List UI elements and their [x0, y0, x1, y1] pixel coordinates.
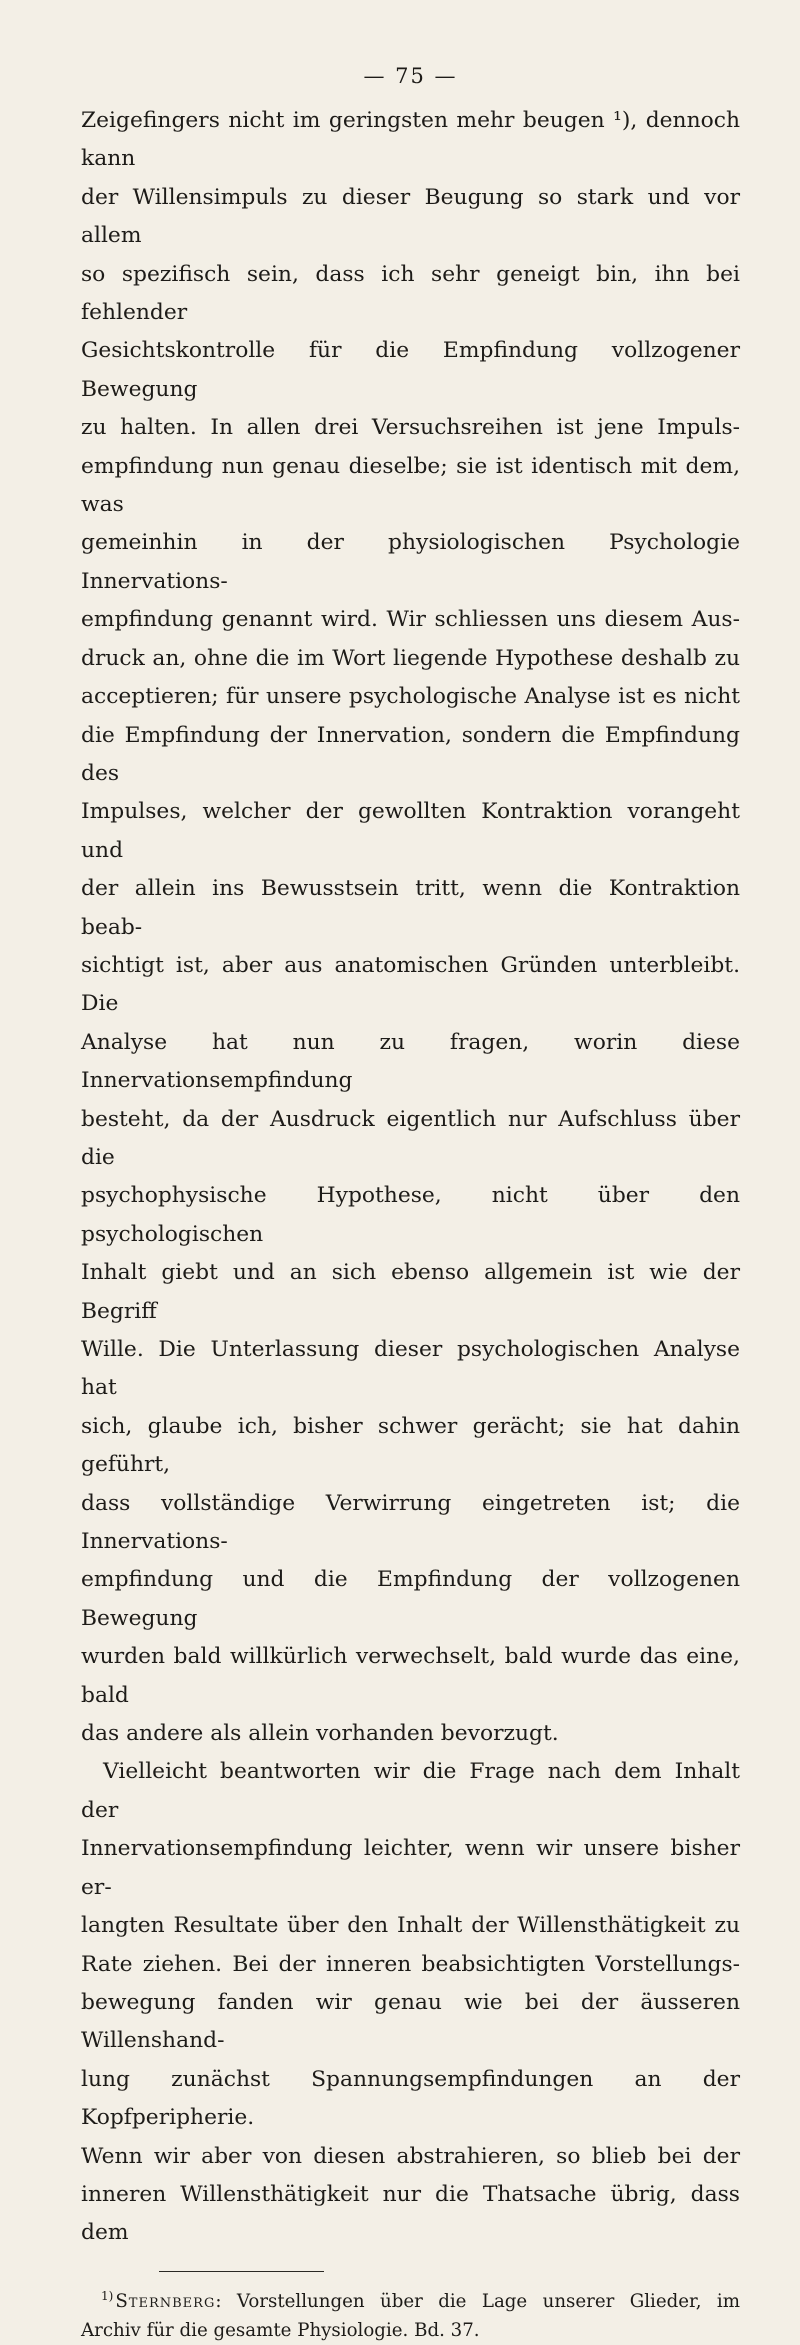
text-line: langten Resultate über den Inhalt der Willensthätigkeit zu [81, 1913, 740, 1939]
footnote [81, 2282, 740, 2345]
text-line: Gesichtskontrolle für die Empfindung vollzogener Bewegung [81, 338, 740, 402]
footnote-text: : Vorstellungen über die Lage unserer Glieder, im [215, 2290, 740, 2312]
text-line: Innervationsempfindung leichter, wenn wir unsere bisher er- [81, 1836, 740, 1900]
main-text [81, 102, 740, 2253]
text-line: empfindung genannt wird. Wir schliessen uns diesem Aus- [81, 607, 740, 633]
text-line: Zeigefingers nicht im geringsten mehr beugen ¹), dennoch kann [81, 108, 740, 172]
text-line: Wille. Die Unterlassung dieser psychologischen Analyse hat [81, 1337, 740, 1401]
text-line: bewegung fanden wir genau wie bei der äusseren Willenshand- [81, 1989, 740, 2054]
text-line: der Willensimpuls zu dieser Beugung so stark und vor allem [81, 184, 740, 249]
text-line: Wenn wir aber von diesen abstrahieren, so blieb bei der [81, 2143, 740, 2169]
footnote-line-1 [81, 2282, 740, 2316]
text-line: der allein ins Bewusstsein tritt, wenn die Kontraktion beab- [81, 876, 740, 940]
text-line: psychophysische Hypothese, nicht über den psychologischen [81, 1183, 740, 1247]
page-number: — 75 — [363, 64, 458, 88]
text-line: Vielleicht beantworten wir die Frage nach dem Inhalt der [81, 1759, 740, 1823]
text-line: zu halten. In allen drei Versuchsreihen ist jene Impuls- [81, 415, 740, 441]
text-line: empfindung und die Empfindung der vollzogenen Bewegung [81, 1567, 740, 1631]
text-line: dass vollständige Verwirrung eingetreten ist; die Innervations- [81, 1490, 740, 1555]
text-line: wurden bald willkürlich verwechselt, bald wurde das eine, bald [81, 1644, 740, 1708]
footnote-divider [159, 2271, 324, 2272]
text-line: inneren Willensthätigkeit nur die Thatsache übrig, dass dem [81, 2181, 740, 2246]
text-line: empfindung nun genau dieselbe; sie ist identisch mit dem, was [81, 453, 740, 518]
text-line: lung zunächst Spannungsempfindungen an der Kopfperipherie. [81, 2066, 740, 2131]
text-line: sich, glaube ich, bisher schwer gerächt; sie hat dahin geführt, [81, 1413, 740, 1478]
footnote-marker: 1) [101, 2288, 114, 2303]
text-line: die Empfindung der Innervation, sondern die Empfindung des [81, 722, 740, 786]
footnote-author: Sternberg [115, 2290, 216, 2312]
text-line: druck an, ohne die im Wort liegende Hypothese deshalb zu [81, 645, 740, 671]
text-line: gemeinhin in der physiologischen Psychologie Innervations- [81, 530, 740, 594]
text-line: so spezifisch sein, dass ich sehr geneigt bin, ihn bei fehlender [81, 261, 740, 326]
text-line: Impulses, welcher der gewollten Kontraktion vorangeht und [81, 799, 740, 863]
text-line: das andere als allein vorhanden bevorzugt. [81, 1721, 559, 1747]
text-line: acceptieren; für unsere psychologische Analyse ist es nicht [81, 684, 740, 710]
text-line: sichtigt ist, aber aus anatomischen Gründen unterbleibt. Die [81, 952, 740, 1017]
text-line: Inhalt giebt und an sich ebenso allgemein ist wie der Begriff [81, 1260, 740, 1324]
footnote-line-2: Archiv für die gesamte Physiologie. Bd. 37. [81, 2319, 480, 2341]
text-line: besteht, da der Ausdruck eigentlich nur Aufschluss über die [81, 1106, 740, 1170]
text-line: Rate ziehen. Bei der inneren beabsichtigten Vorstellungs- [81, 1951, 740, 1977]
text-line: Analyse hat nun zu fragen, worin diese Innervationsempfindung [81, 1029, 740, 1094]
